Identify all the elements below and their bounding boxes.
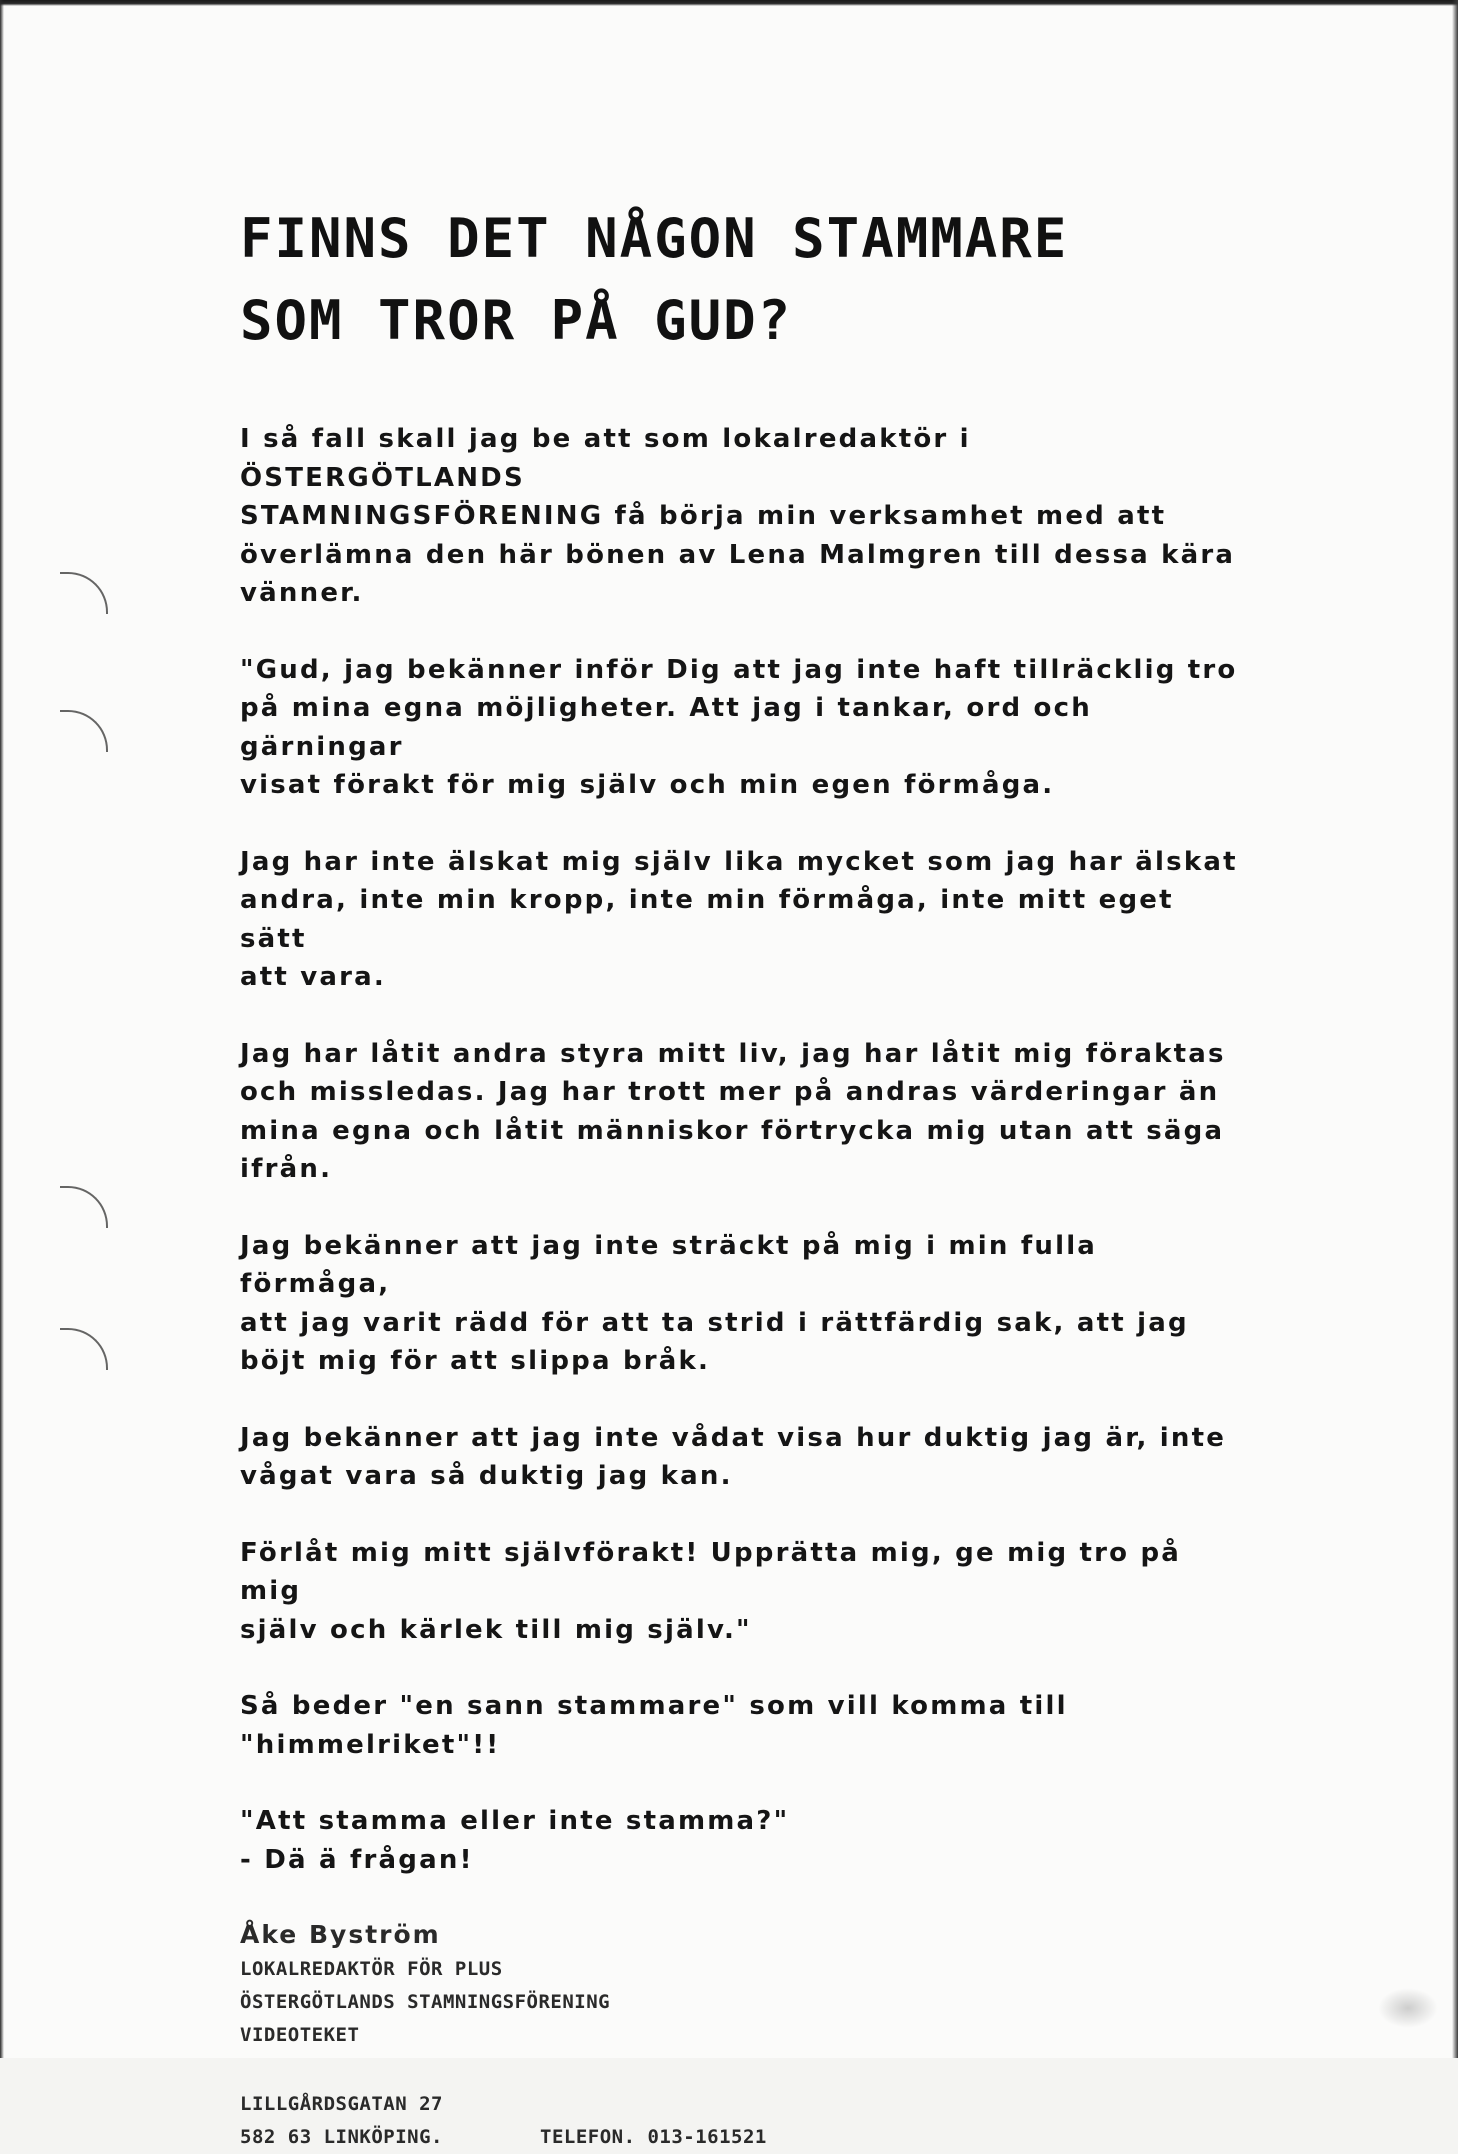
page-left-edge xyxy=(0,0,4,2058)
intro-paragraph: I så fall skall jag be att som lokalredaktör i ÖSTERGÖTLANDS STAMNINGSFÖRENING få börja min verksamhet med att överlämna den här bönen av Lena Malmgren till dessa kära vänner. xyxy=(240,424,1236,608)
signature-department-line: VIDEOTEKET xyxy=(240,2024,360,2046)
title-line-1: FINNS DET NÅGON STAMMARE xyxy=(240,207,1069,270)
prayer-paragraph-6: Förlåt mig mitt självförakt! Upprätta mig, ge mig tro på mig själv och kärlek till mig själv." xyxy=(240,1537,1182,1645)
signature-title-line: LOKALREDAKTÖR FÖR PLUS xyxy=(240,1958,503,1980)
page-top-edge xyxy=(0,0,1458,6)
closing-paragraph: Så beder "en sann stammare" som vill komma till "himmelriket"!! xyxy=(240,1691,1068,1760)
prayer-paragraph-5: Jag bekänner att jag inte vådat visa hur duktig jag är, inte vågat vara så duktig jag kan. xyxy=(240,1422,1227,1491)
punch-hole-mark xyxy=(60,1328,108,1370)
prayer-paragraph-2: Jag har inte älskat mig själv lika mycket som jag har älskat andra, inte min kropp, inte min förmåga, inte mitt eget sätt att vara. xyxy=(240,846,1238,992)
corner-smudge xyxy=(1378,1988,1438,2028)
signature-organization-line: ÖSTERGÖTLANDS STAMNINGSFÖRENING xyxy=(240,1991,611,2013)
punch-hole-mark xyxy=(60,710,108,752)
prayer-paragraph-1: "Gud, jag bekänner inför Dig att jag inte haft tillräcklig tro på mina egna möjligheter. Att jag i tankar, ord och gärningar visat förakt för mig själv och min egen förmåga. xyxy=(240,654,1238,800)
page-right-edge xyxy=(1452,0,1458,2058)
address-city: 582 63 LINKÖPING. xyxy=(240,2126,443,2148)
address-block xyxy=(240,2088,1250,2154)
address-phone: TELEFON. 013-161521 xyxy=(540,2126,767,2148)
address-street: LILLGÅRDSGATAN 27 xyxy=(240,2093,443,2115)
document-body xyxy=(240,198,1250,2154)
signature-name: Åke Byström xyxy=(240,1920,441,1949)
quote-paragraph: "Att stamma eller inte stamma?" - Dä ä frågan! xyxy=(240,1806,790,1875)
title-line-2: SOM TROR PÅ GUD? xyxy=(240,289,793,352)
prayer-paragraph-4: Jag bekänner att jag inte sträckt på mig i min fulla förmåga, att jag varit rädd för att ta strid i rättfärdig sak, att jag böjt mig för att slippa bråk. xyxy=(240,1230,1189,1376)
punch-hole-mark xyxy=(60,1186,108,1228)
punch-hole-mark xyxy=(60,572,108,614)
document-title xyxy=(240,198,1250,362)
prayer-paragraph-3: Jag har låtit andra styra mitt liv, jag har låtit mig föraktas och missledas. Jag har trott mer på andras värderingar än mina egna och låtit människor förtrycka mig utan att säga ifrån. xyxy=(240,1038,1226,1184)
address-city-phone-row xyxy=(240,2121,1250,2154)
